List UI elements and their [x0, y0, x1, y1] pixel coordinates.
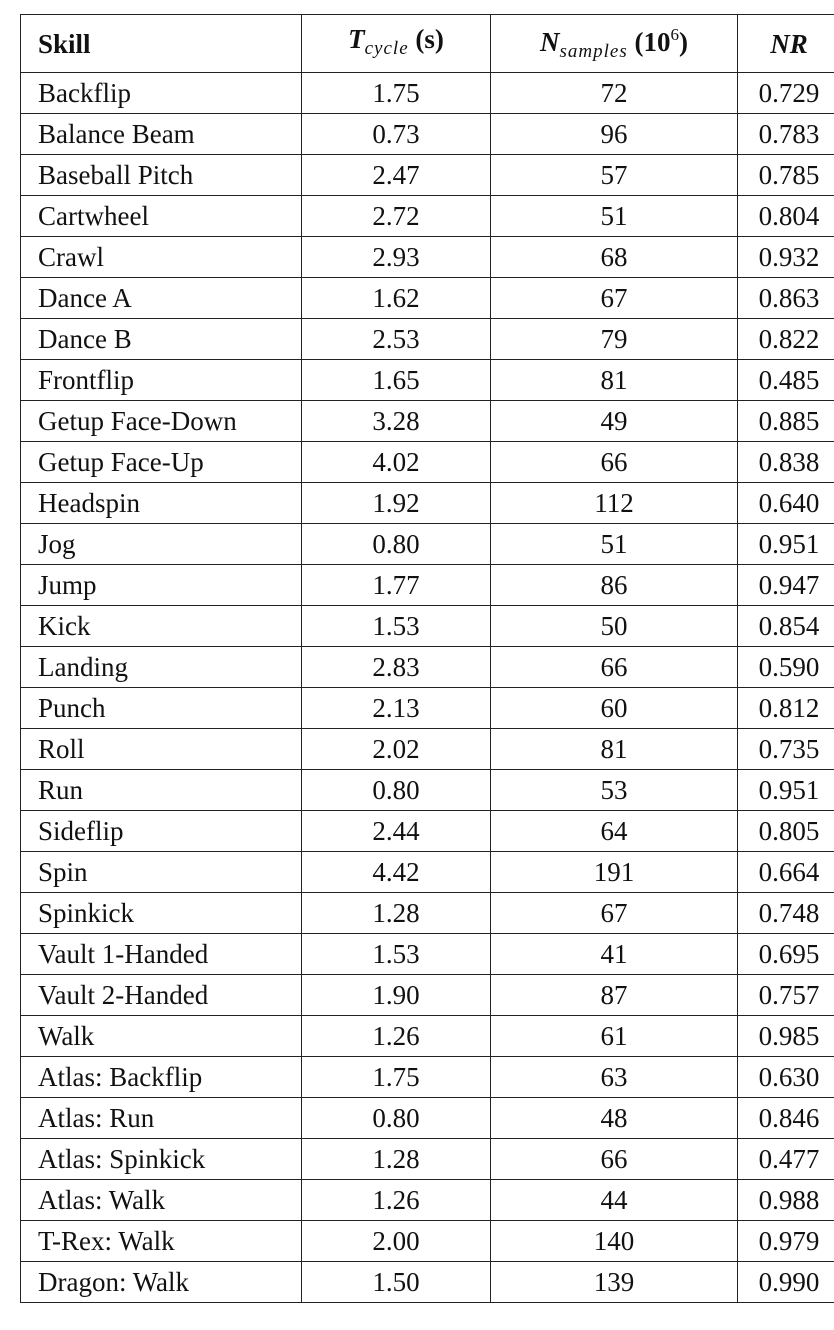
cell-t-cycle: 2.53	[302, 319, 491, 360]
cell-nr: 0.985	[738, 1016, 834, 1057]
cell-nr: 0.951	[738, 770, 834, 811]
table-row	[21, 114, 834, 155]
cell-skill: Cartwheel	[21, 196, 302, 237]
cell-nr: 0.590	[738, 647, 834, 688]
cell-t-cycle: 1.28	[302, 893, 491, 934]
cell-skill: Dance B	[21, 319, 302, 360]
cell-n-samples: 60	[491, 688, 738, 729]
cell-t-cycle: 0.80	[302, 770, 491, 811]
cell-nr: 0.854	[738, 606, 834, 647]
table-row	[21, 729, 834, 770]
table-row	[21, 565, 834, 606]
cell-t-cycle: 1.92	[302, 483, 491, 524]
cell-skill: Frontflip	[21, 360, 302, 401]
cell-skill: Crawl	[21, 237, 302, 278]
cell-nr: 0.822	[738, 319, 834, 360]
cell-nr: 0.783	[738, 114, 834, 155]
cell-n-samples: 79	[491, 319, 738, 360]
cell-nr: 0.757	[738, 975, 834, 1016]
cell-t-cycle: 2.83	[302, 647, 491, 688]
cell-t-cycle: 2.93	[302, 237, 491, 278]
cell-n-samples: 57	[491, 155, 738, 196]
cell-t-cycle: 0.80	[302, 524, 491, 565]
header-skill	[21, 15, 302, 73]
cell-skill: Spinkick	[21, 893, 302, 934]
table-row	[21, 442, 834, 483]
header-n-samples	[491, 15, 738, 73]
cell-skill: T-Rex: Walk	[21, 1221, 302, 1262]
table-row	[21, 237, 834, 278]
cell-t-cycle: 1.75	[302, 73, 491, 114]
cell-nr: 0.785	[738, 155, 834, 196]
cell-skill: Run	[21, 770, 302, 811]
table-row	[21, 155, 834, 196]
cell-nr: 0.947	[738, 565, 834, 606]
cell-skill: Kick	[21, 606, 302, 647]
cell-n-samples: 66	[491, 647, 738, 688]
n-samples-symbol: N	[540, 27, 560, 57]
cell-n-samples: 50	[491, 606, 738, 647]
cell-nr: 0.990	[738, 1262, 834, 1303]
cell-n-samples: 41	[491, 934, 738, 975]
table-row	[21, 483, 834, 524]
cell-skill: Vault 1-Handed	[21, 934, 302, 975]
header-nr	[738, 15, 834, 73]
n-samples-unit-exp: 6	[670, 25, 679, 44]
cell-skill: Roll	[21, 729, 302, 770]
cell-nr: 0.630	[738, 1057, 834, 1098]
table-row	[21, 893, 834, 934]
cell-n-samples: 72	[491, 73, 738, 114]
cell-t-cycle: 1.77	[302, 565, 491, 606]
n-samples-unit-open: (10	[634, 27, 671, 57]
cell-t-cycle: 1.53	[302, 934, 491, 975]
cell-n-samples: 140	[491, 1221, 738, 1262]
cell-n-samples: 49	[491, 401, 738, 442]
cell-t-cycle: 2.02	[302, 729, 491, 770]
table-row	[21, 360, 834, 401]
cell-nr: 0.748	[738, 893, 834, 934]
table-row	[21, 1016, 834, 1057]
table-row	[21, 1057, 834, 1098]
cell-t-cycle: 1.62	[302, 278, 491, 319]
table-row	[21, 647, 834, 688]
cell-n-samples: 66	[491, 442, 738, 483]
table-row	[21, 934, 834, 975]
header-t-cycle	[302, 15, 491, 73]
cell-skill: Atlas: Backflip	[21, 1057, 302, 1098]
cell-skill: Sideflip	[21, 811, 302, 852]
cell-skill: Headspin	[21, 483, 302, 524]
cell-n-samples: 139	[491, 1262, 738, 1303]
t-cycle-subscript: cycle	[364, 37, 409, 59]
cell-n-samples: 81	[491, 360, 738, 401]
cell-t-cycle: 0.73	[302, 114, 491, 155]
table-row	[21, 73, 834, 114]
header-row	[21, 15, 834, 73]
table-row	[21, 1098, 834, 1139]
table-row	[21, 1139, 834, 1180]
cell-skill: Backflip	[21, 73, 302, 114]
n-samples-unit-close: )	[678, 27, 688, 57]
header-skill-label: Skill	[38, 28, 91, 59]
cell-n-samples: 112	[491, 483, 738, 524]
cell-nr: 0.477	[738, 1139, 834, 1180]
cell-n-samples: 81	[491, 729, 738, 770]
cell-nr: 0.804	[738, 196, 834, 237]
cell-nr: 0.932	[738, 237, 834, 278]
cell-nr: 0.838	[738, 442, 834, 483]
table-row	[21, 524, 834, 565]
table-row	[21, 770, 834, 811]
table-row	[21, 319, 834, 360]
cell-n-samples: 48	[491, 1098, 738, 1139]
cell-t-cycle: 4.02	[302, 442, 491, 483]
cell-skill: Walk	[21, 1016, 302, 1057]
cell-skill: Baseball Pitch	[21, 155, 302, 196]
cell-t-cycle: 1.53	[302, 606, 491, 647]
cell-t-cycle: 1.26	[302, 1180, 491, 1221]
cell-nr: 0.695	[738, 934, 834, 975]
cell-skill: Balance Beam	[21, 114, 302, 155]
cell-t-cycle: 2.13	[302, 688, 491, 729]
cell-t-cycle: 2.72	[302, 196, 491, 237]
cell-nr: 0.485	[738, 360, 834, 401]
cell-skill: Dance A	[21, 278, 302, 319]
cell-t-cycle: 1.65	[302, 360, 491, 401]
cell-skill: Jump	[21, 565, 302, 606]
skills-table	[20, 14, 834, 1303]
table-row	[21, 1221, 834, 1262]
cell-nr: 0.805	[738, 811, 834, 852]
t-cycle-unit: (s)	[415, 23, 444, 54]
cell-n-samples: 67	[491, 278, 738, 319]
table-row	[21, 852, 834, 893]
cell-t-cycle: 2.44	[302, 811, 491, 852]
cell-nr: 0.863	[738, 278, 834, 319]
table-row	[21, 811, 834, 852]
n-samples-subscript: samples	[559, 41, 628, 62]
cell-t-cycle: 4.42	[302, 852, 491, 893]
cell-skill: Atlas: Run	[21, 1098, 302, 1139]
table-row	[21, 278, 834, 319]
cell-nr: 0.988	[738, 1180, 834, 1221]
table-row	[21, 688, 834, 729]
cell-n-samples: 96	[491, 114, 738, 155]
cell-t-cycle: 1.50	[302, 1262, 491, 1303]
cell-nr: 0.640	[738, 483, 834, 524]
cell-skill: Landing	[21, 647, 302, 688]
cell-t-cycle: 1.26	[302, 1016, 491, 1057]
cell-skill: Getup Face-Up	[21, 442, 302, 483]
cell-nr: 0.885	[738, 401, 834, 442]
cell-n-samples: 61	[491, 1016, 738, 1057]
cell-t-cycle: 1.75	[302, 1057, 491, 1098]
cell-t-cycle: 1.28	[302, 1139, 491, 1180]
cell-n-samples: 67	[491, 893, 738, 934]
table-row	[21, 975, 834, 1016]
cell-skill: Punch	[21, 688, 302, 729]
cell-skill: Spin	[21, 852, 302, 893]
cell-t-cycle: 3.28	[302, 401, 491, 442]
cell-t-cycle: 0.80	[302, 1098, 491, 1139]
cell-n-samples: 44	[491, 1180, 738, 1221]
cell-n-samples: 53	[491, 770, 738, 811]
cell-skill: Vault 2-Handed	[21, 975, 302, 1016]
cell-skill: Jog	[21, 524, 302, 565]
cell-nr: 0.979	[738, 1221, 834, 1262]
table-row	[21, 1180, 834, 1221]
cell-skill: Atlas: Spinkick	[21, 1139, 302, 1180]
table-row	[21, 1262, 834, 1303]
cell-n-samples: 51	[491, 524, 738, 565]
cell-nr: 0.951	[738, 524, 834, 565]
cell-nr: 0.846	[738, 1098, 834, 1139]
cell-t-cycle: 2.00	[302, 1221, 491, 1262]
cell-n-samples: 64	[491, 811, 738, 852]
cell-nr: 0.812	[738, 688, 834, 729]
cell-n-samples: 66	[491, 1139, 738, 1180]
cell-skill: Atlas: Walk	[21, 1180, 302, 1221]
cell-nr: 0.664	[738, 852, 834, 893]
cell-nr: 0.729	[738, 73, 834, 114]
t-cycle-symbol: T	[348, 23, 365, 54]
nr-symbol: NR	[770, 28, 808, 59]
cell-n-samples: 86	[491, 565, 738, 606]
table-body	[21, 73, 834, 1303]
cell-skill: Getup Face-Down	[21, 401, 302, 442]
cell-t-cycle: 1.90	[302, 975, 491, 1016]
cell-n-samples: 68	[491, 237, 738, 278]
cell-t-cycle: 2.47	[302, 155, 491, 196]
cell-n-samples: 87	[491, 975, 738, 1016]
table-row	[21, 606, 834, 647]
cell-nr: 0.735	[738, 729, 834, 770]
table-row	[21, 196, 834, 237]
cell-n-samples: 51	[491, 196, 738, 237]
table-row	[21, 401, 834, 442]
cell-n-samples: 63	[491, 1057, 738, 1098]
cell-skill: Dragon: Walk	[21, 1262, 302, 1303]
cell-n-samples: 191	[491, 852, 738, 893]
